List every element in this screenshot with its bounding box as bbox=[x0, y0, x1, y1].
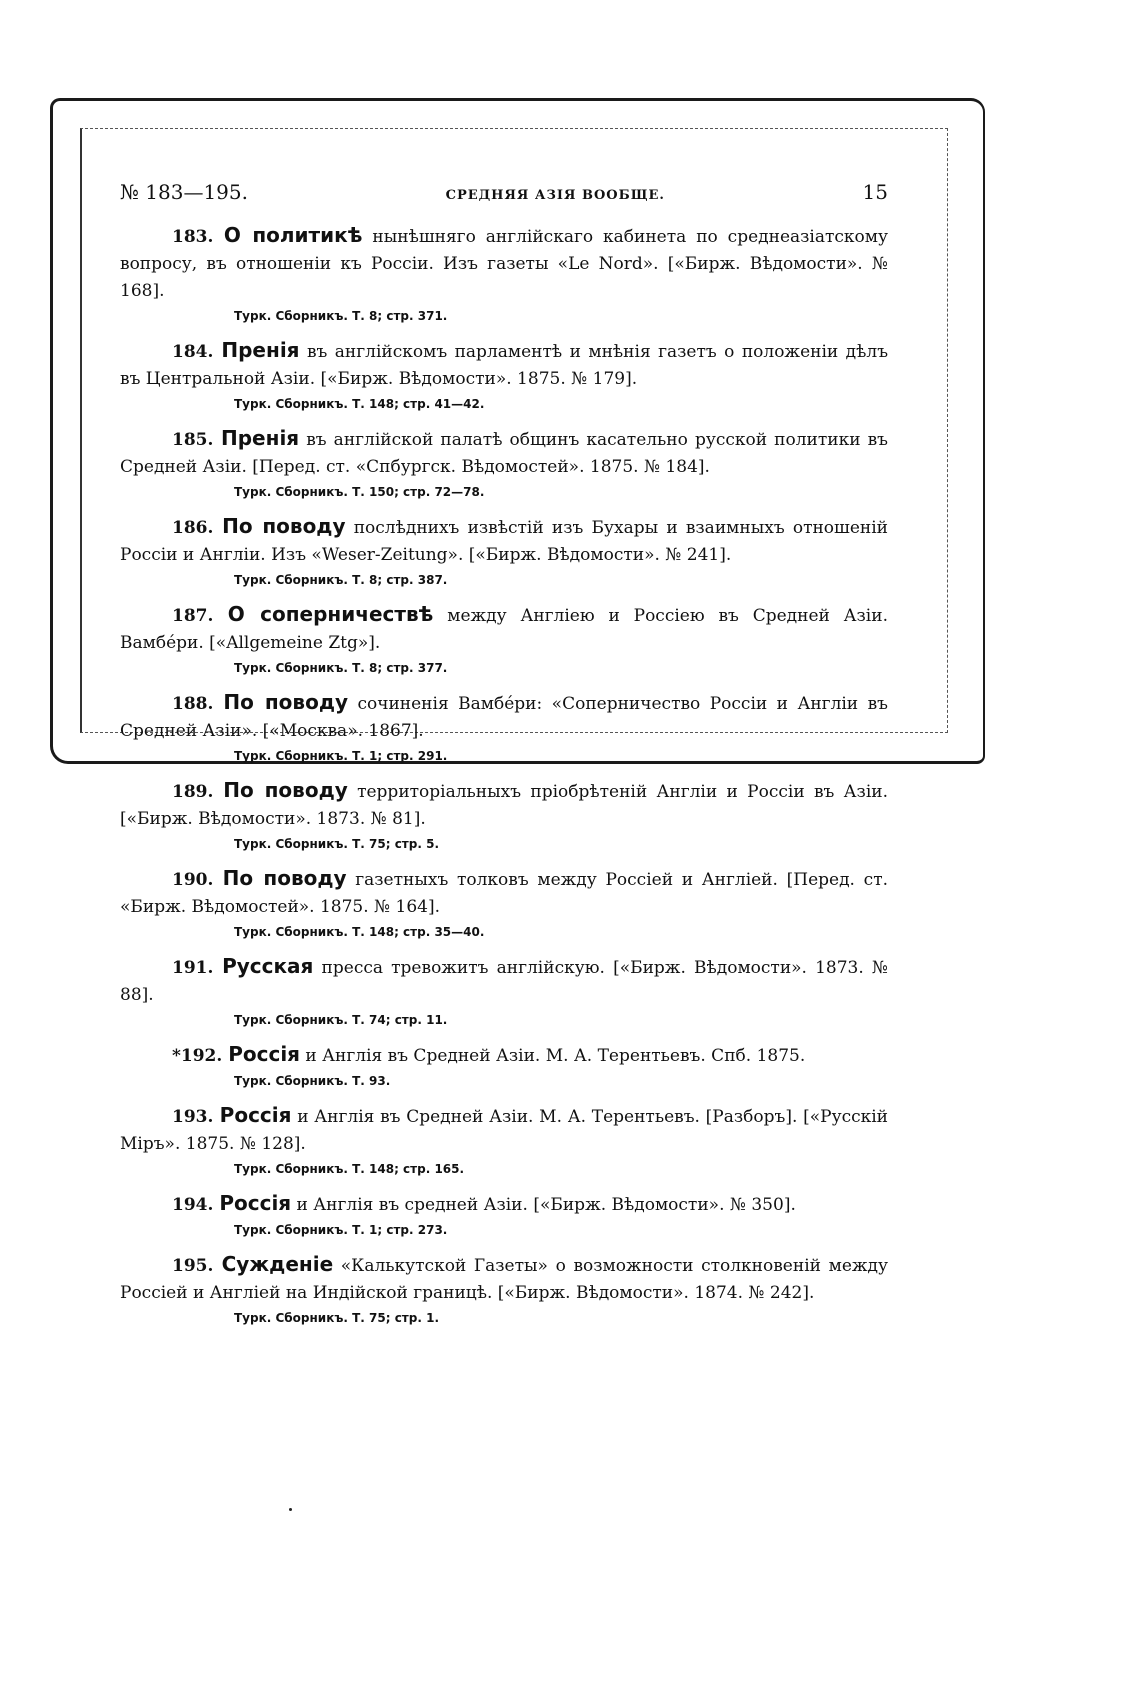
entry-keyword: По поводу bbox=[222, 514, 346, 538]
entry-text bbox=[120, 425, 888, 481]
entry-text bbox=[120, 1041, 888, 1070]
bibliography-entry bbox=[120, 953, 888, 1031]
entry-keyword: По поводу bbox=[223, 778, 348, 802]
bibliography-entry bbox=[120, 1190, 888, 1241]
bibliography-entry bbox=[120, 222, 888, 327]
entry-range: № 183—195. bbox=[120, 180, 248, 204]
entry-description: между Англіею и Россіею въ Средней Азіи. Вамбéри. [«Allgemeine Ztg»]. bbox=[120, 606, 888, 653]
entry-number: 186. bbox=[172, 518, 223, 538]
bibliography-entry bbox=[120, 513, 888, 591]
bibliography-entry bbox=[120, 1251, 888, 1329]
entry-keyword: По поводу bbox=[222, 866, 347, 890]
entry-number: 194. bbox=[172, 1195, 220, 1215]
entry-keyword: О политикѣ bbox=[223, 223, 363, 247]
entry-keyword: Сужденіе bbox=[221, 1252, 334, 1276]
entry-text bbox=[120, 1190, 888, 1219]
entry-text bbox=[120, 777, 888, 833]
entry-description: и Англія въ Средней Азіи. М. А. Терентьевъ. Спб. 1875. bbox=[300, 1046, 806, 1066]
entry-description: «Калькутской Газеты» о возможности столкновеній между Россіей и Англіей на Индійской границѣ. [«Бирж. Вѣдомости». 1874. № 242]. bbox=[120, 1256, 888, 1303]
entry-text bbox=[120, 689, 888, 745]
entry-text bbox=[120, 1251, 888, 1307]
entry-number: *192. bbox=[172, 1046, 229, 1066]
bibliography-entry bbox=[120, 1041, 888, 1092]
entry-keyword: Россія bbox=[219, 1191, 292, 1215]
entry-list bbox=[120, 222, 888, 1329]
entry-description: пресса тревожитъ англійскую. [«Бирж. Вѣдомости». 1873. № 88]. bbox=[120, 958, 889, 1005]
entry-keyword: По поводу bbox=[223, 690, 349, 714]
entry-number: 190. bbox=[172, 870, 223, 890]
entry-reference: Турк. Сборникъ. Т. 1; стр. 291. bbox=[234, 749, 448, 763]
entry-number: 191. bbox=[172, 958, 223, 978]
entry-description: газетныхъ толковъ между Россіей и Англіей. [Перед. ст. «Бирж. Вѣдомостей». 1875. № 164]. bbox=[120, 870, 888, 917]
entry-number: 193. bbox=[172, 1107, 220, 1127]
entry-description: въ англійской палатѣ общинъ касательно русской политики въ Средней Азіи. [Перед. ст. «Спбургск. Вѣдомостей». 1875. № 184]. bbox=[120, 430, 888, 477]
entry-text bbox=[120, 601, 888, 657]
section-title: СРЕДНЯЯ АЗІЯ ВООБЩЕ. bbox=[445, 188, 665, 203]
entry-number: 195. bbox=[172, 1256, 222, 1276]
entry-reference: Турк. Сборникъ. Т. 148; стр. 41—42. bbox=[234, 397, 485, 411]
entry-keyword: Россія bbox=[219, 1103, 292, 1127]
bibliography-entry bbox=[120, 1102, 888, 1180]
entry-text bbox=[120, 1102, 888, 1158]
entry-reference: Турк. Сборникъ. Т. 148; стр. 35—40. bbox=[234, 925, 485, 939]
document-page bbox=[120, 180, 888, 1339]
entry-description: сочиненія Вамбéри: «Соперничество Россіи и Англіи въ Средней Азіи». [«Москва». 1867]. bbox=[120, 694, 888, 741]
entry-description: и Англія въ средней Азіи. [«Бирж. Вѣдомости». № 350]. bbox=[291, 1195, 796, 1215]
entry-keyword: Пренія bbox=[221, 338, 300, 362]
entry-description: территоріальныхъ пріобрѣтеній Англіи и Россіи въ Азіи. [«Бирж. Вѣдомости». 1873. № 81]. bbox=[120, 782, 888, 829]
entry-number: 188. bbox=[172, 694, 224, 714]
bibliography-entry bbox=[120, 425, 888, 503]
entry-description: и Англія въ Средней Азіи. М. А. Терентьевъ. [Разборъ]. [«Русскій Міръ». 1875. № 128]. bbox=[120, 1107, 888, 1154]
entry-number: 189. bbox=[172, 782, 224, 802]
entry-reference: Турк. Сборникъ. Т. 93. bbox=[234, 1074, 391, 1088]
entry-number: 187. bbox=[172, 606, 228, 626]
entry-keyword: Пренія bbox=[221, 426, 300, 450]
bibliography-entry bbox=[120, 777, 888, 855]
entry-reference: Турк. Сборникъ. Т. 74; стр. 11. bbox=[234, 1013, 448, 1027]
entry-reference: Турк. Сборникъ. Т. 150; стр. 72—78. bbox=[234, 485, 485, 499]
entry-reference: Турк. Сборникъ. Т. 8; стр. 377. bbox=[234, 661, 448, 675]
entry-number: 184. bbox=[172, 342, 222, 362]
entry-reference: Турк. Сборникъ. Т. 75; стр. 5. bbox=[234, 837, 439, 851]
bibliography-entry bbox=[120, 601, 888, 679]
entry-keyword: Россія bbox=[228, 1042, 301, 1066]
page-header bbox=[120, 180, 888, 204]
entry-text bbox=[120, 222, 888, 305]
entry-reference: Турк. Сборникъ. Т. 8; стр. 387. bbox=[234, 573, 448, 587]
entry-text bbox=[120, 953, 888, 1009]
bibliography-entry bbox=[120, 337, 888, 415]
entry-reference: Турк. Сборникъ. Т. 75; стр. 1. bbox=[234, 1311, 439, 1325]
speck bbox=[289, 1508, 292, 1511]
entry-number: 183. bbox=[172, 227, 224, 247]
entry-reference: Турк. Сборникъ. Т. 148; стр. 165. bbox=[234, 1162, 465, 1176]
page-number: 15 bbox=[862, 180, 888, 204]
entry-description: послѣднихъ извѣстій изъ Бухары и взаимныхъ отношеній Россіи и Англіи. Изъ «Weser-Zeitung». [«Бирж. Вѣдомости». № 241]. bbox=[120, 518, 889, 565]
entry-text bbox=[120, 513, 888, 569]
entry-reference: Турк. Сборникъ. Т. 8; стр. 371. bbox=[234, 309, 448, 323]
bibliography-entry bbox=[120, 865, 888, 943]
entry-number: 185. bbox=[172, 430, 221, 450]
entry-description: нынѣшняго англійскаго кабинета по среднеазіатскому вопросу, въ отношеніи къ Россіи. Изъ газеты «Le Nord». [«Бирж. Вѣдомости». № 168]. bbox=[120, 227, 888, 301]
entry-description: въ англійскомъ парламентѣ и мнѣнія газетъ о положеніи дѣлъ въ Центральной Азіи. [«Бирж. Вѣдомости». 1875. № 179]. bbox=[120, 342, 889, 389]
entry-keyword: О соперничествѣ bbox=[227, 602, 434, 626]
bibliography-entry bbox=[120, 689, 888, 767]
entry-reference: Турк. Сборникъ. Т. 1; стр. 273. bbox=[234, 1223, 448, 1237]
entry-keyword: Русская bbox=[222, 954, 314, 978]
entry-text bbox=[120, 865, 888, 921]
entry-text bbox=[120, 337, 888, 393]
